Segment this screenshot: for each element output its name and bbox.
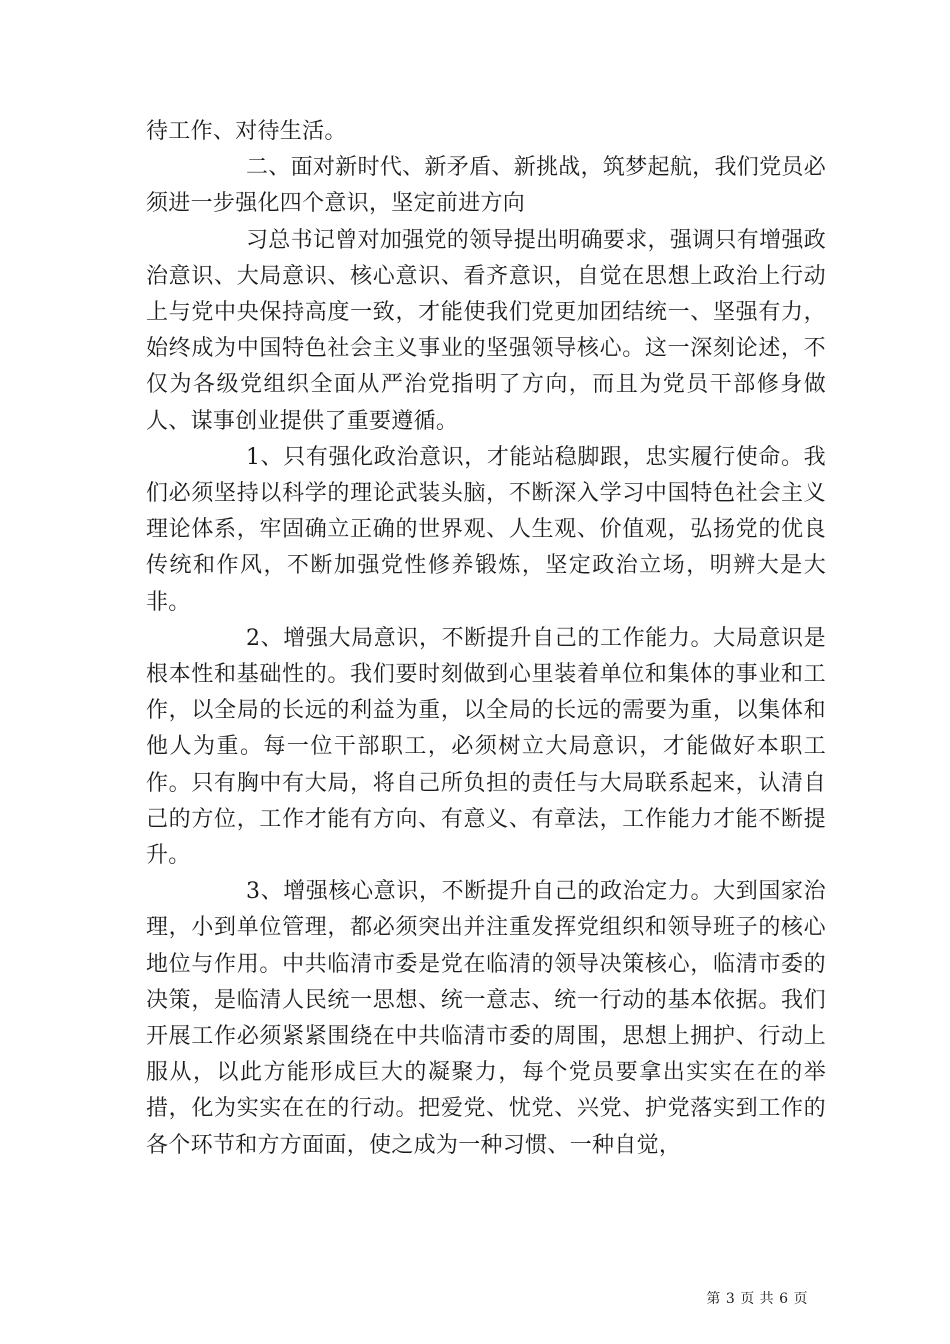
paragraph-6: 3、增强核心意识，不断提升自己的政治定力。大到国家治理，小到单位管理，都必须突出并注重发挥党组织和领导班子的核心地位与作用。中共临清市委是党在临清的领导决策核心，临清市委的决策，是临清人民统一思想、统一意志、统一行动的基本依据。我们开展工作必须紧紧围绕在中共临清市委的周围，思想上拥护、行动上服从，以此方能形成巨大的凝聚力，每个党员要拿出实实在在的举措，化为实实在在的行动。把爱党、忧党、兴党、护党落实到工作的各个环节和方方面面，使之成为一种习惯、一种自觉， xyxy=(146,879,826,1158)
paragraph-5: 2、增强大局意识，不断提升自己的工作能力。大局意识是根本性和基础性的。我们要时刻做到心里装着单位和集体的事业和工作，以全局的长远的利益为重，以全局的长远的需要为重，以集体和他人为重。每一位干部职工，必须树立大局意识，才能做好本职工作。只有胸中有大局，将自己所负担的责任与大局联系起来，认清自己的方位，工作才能有方向、有意义、有章法，工作能力才能不断提升。 xyxy=(146,625,826,869)
page-number: 第 3 页 共 6 页 xyxy=(706,1291,808,1307)
paragraph-3: 习总书记曾对加强党的领导提出明确要求，强调只有增强政治意识、大局意识、核心意识、看齐意识，自觉在思想上政治上行动上与党中央保持高度一致，才能使我们党更加团结统一、坚强有力，始终成为中国特色社会主义事业的坚强领导核心。这一深刻论述，不仅为各级党组织全面从严治党指明了方向，而且为党员干部修身做人、谋事创业提供了重要遵循。 xyxy=(146,227,826,434)
section-heading-2: 二、面对新时代、新矛盾、新挑战，筑梦起航，我们党员必须进一步强化四个意识，坚定前进方向 xyxy=(146,155,826,217)
document-body xyxy=(146,114,826,1164)
paragraph-4: 1、只有强化政治意识，才能站稳脚跟，忠实履行使命。我们必须坚持以科学的理论武装头脑，不断深入学习中国特色社会主义理论体系，牢固确立正确的世界观、人生观、价值观，弘扬党的优良传统和作风，不断加强党性修养锻炼，坚定政治立场，明辨大是大非。 xyxy=(146,444,826,615)
paragraph-1: 待工作、对待生活。 xyxy=(146,119,347,144)
